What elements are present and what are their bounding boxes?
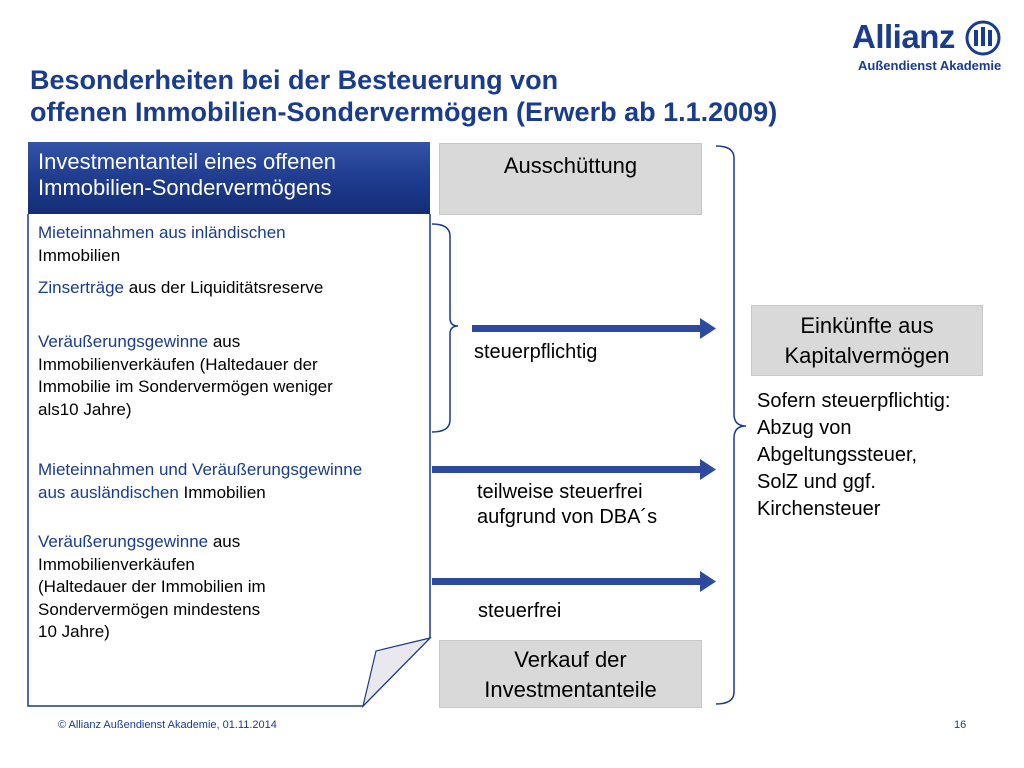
title-line-1: Besonderheiten bei der Besteuerung von (30, 65, 559, 95)
item-zinsertraege: Zinserträge aus der Liquiditätsreserve (38, 278, 324, 297)
investment-header-line-2: Immobilien-Sondervermögens (38, 175, 332, 200)
label-teilweise-steuerfrei: teilweise steuerfrei aufgrund von DBA´s (477, 481, 658, 528)
allianz-logo-text: Allianz (852, 18, 955, 55)
investment-header (28, 142, 430, 214)
arrow-3-head-icon (700, 571, 718, 592)
investment-header-line-1: Investmentanteil eines offenen (38, 149, 337, 174)
box-verkauf: Verkauf der Investmentanteile (439, 640, 702, 708)
item-inlaendische-mieten: Mieteinnahmen aus inländischen Immobilien (38, 223, 286, 265)
allianz-eagle-icon (965, 20, 1001, 56)
box-ausschuettung: Ausschüttung (439, 143, 702, 215)
page-title (30, 64, 777, 128)
allianz-logo-subtitle: Außendienst Akademie (858, 58, 1002, 73)
item-veraeusserung-lang: Veräußerungsgewinne aus Immobilienverkäufen (Haltedauer der Immobilien im Sondervermögen mindestens 10 Jahre) (38, 532, 266, 641)
arrow-2-line (432, 466, 702, 473)
side-note: Sofern steuerpflichtig: Abzug von Abgeltungssteuer, SolZ und ggf. Kirchensteuer (757, 390, 951, 520)
label-steuerpflichtig: steuerpflichtig (474, 341, 598, 363)
arrow-3-line (432, 578, 702, 585)
steuerpflichtig-brace (430, 222, 460, 436)
item-veraeusserung-kurz: Veräußerungsgewinne aus Immobilienverkäufen (Haltedauer der Immobilie im Sondervermögen weniger als10 Jahre) (38, 332, 333, 419)
page-number: 16 (954, 719, 967, 731)
arrow-1-head-icon (700, 318, 718, 339)
box-einkuenfte: Einkünfte aus Kapitalvermögen (751, 305, 983, 376)
footer-copyright: © Allianz Außendienst Akademie, 01.11.2014 (58, 719, 277, 731)
item-auslaendische-immobilien: Mieteinnahmen und Veräußerungsgewinne aus ausländischen Immobilien (38, 460, 363, 502)
right-brace (714, 144, 750, 708)
label-steuerfrei: steuerfrei (478, 600, 562, 622)
arrow-2-head-icon (700, 459, 718, 480)
arrow-1-line (472, 325, 702, 332)
title-line-2: offenen Immobilien-Sondervermögen (Erwerb ab 1.1.2009) (30, 97, 778, 127)
